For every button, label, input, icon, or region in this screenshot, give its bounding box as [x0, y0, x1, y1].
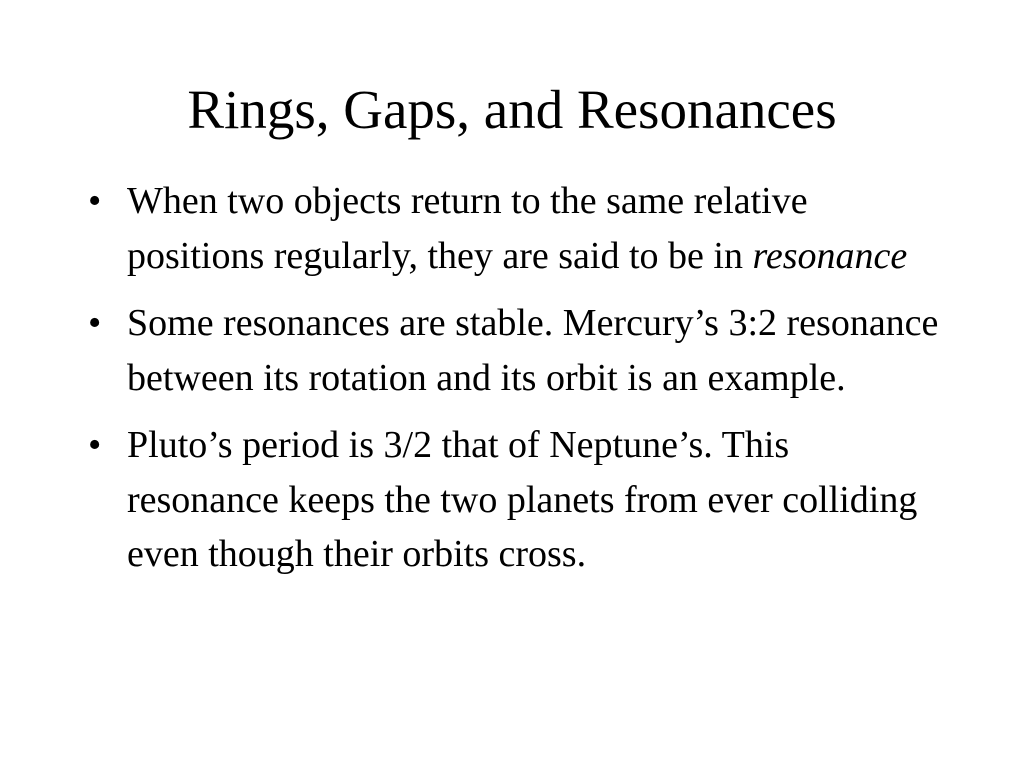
bullet-list	[88, 174, 948, 595]
slide-title: Rings, Gaps, and Resonances	[187, 79, 837, 140]
bullet-item-2	[88, 296, 948, 405]
bullet-text: Pluto’s period is 3/2 that of Neptune’s. This resonance keeps the two planets from ever colliding even though their orbits cross.	[127, 424, 918, 575]
bullet-item-1	[88, 174, 948, 283]
bullet-marker: •	[88, 302, 102, 344]
bullet-marker: •	[88, 424, 102, 466]
bullet-text: Some resonances are stable. Mercury’s 3:2 resonance between its rotation and its orbit is an example.	[127, 302, 939, 399]
bullet-text: When two objects return to the same relative positions regularly, they are said to be in	[127, 180, 808, 277]
bullet-item-3	[88, 418, 948, 582]
bullet-marker: •	[88, 180, 102, 222]
bullet-emphasis: resonance	[752, 234, 908, 277]
